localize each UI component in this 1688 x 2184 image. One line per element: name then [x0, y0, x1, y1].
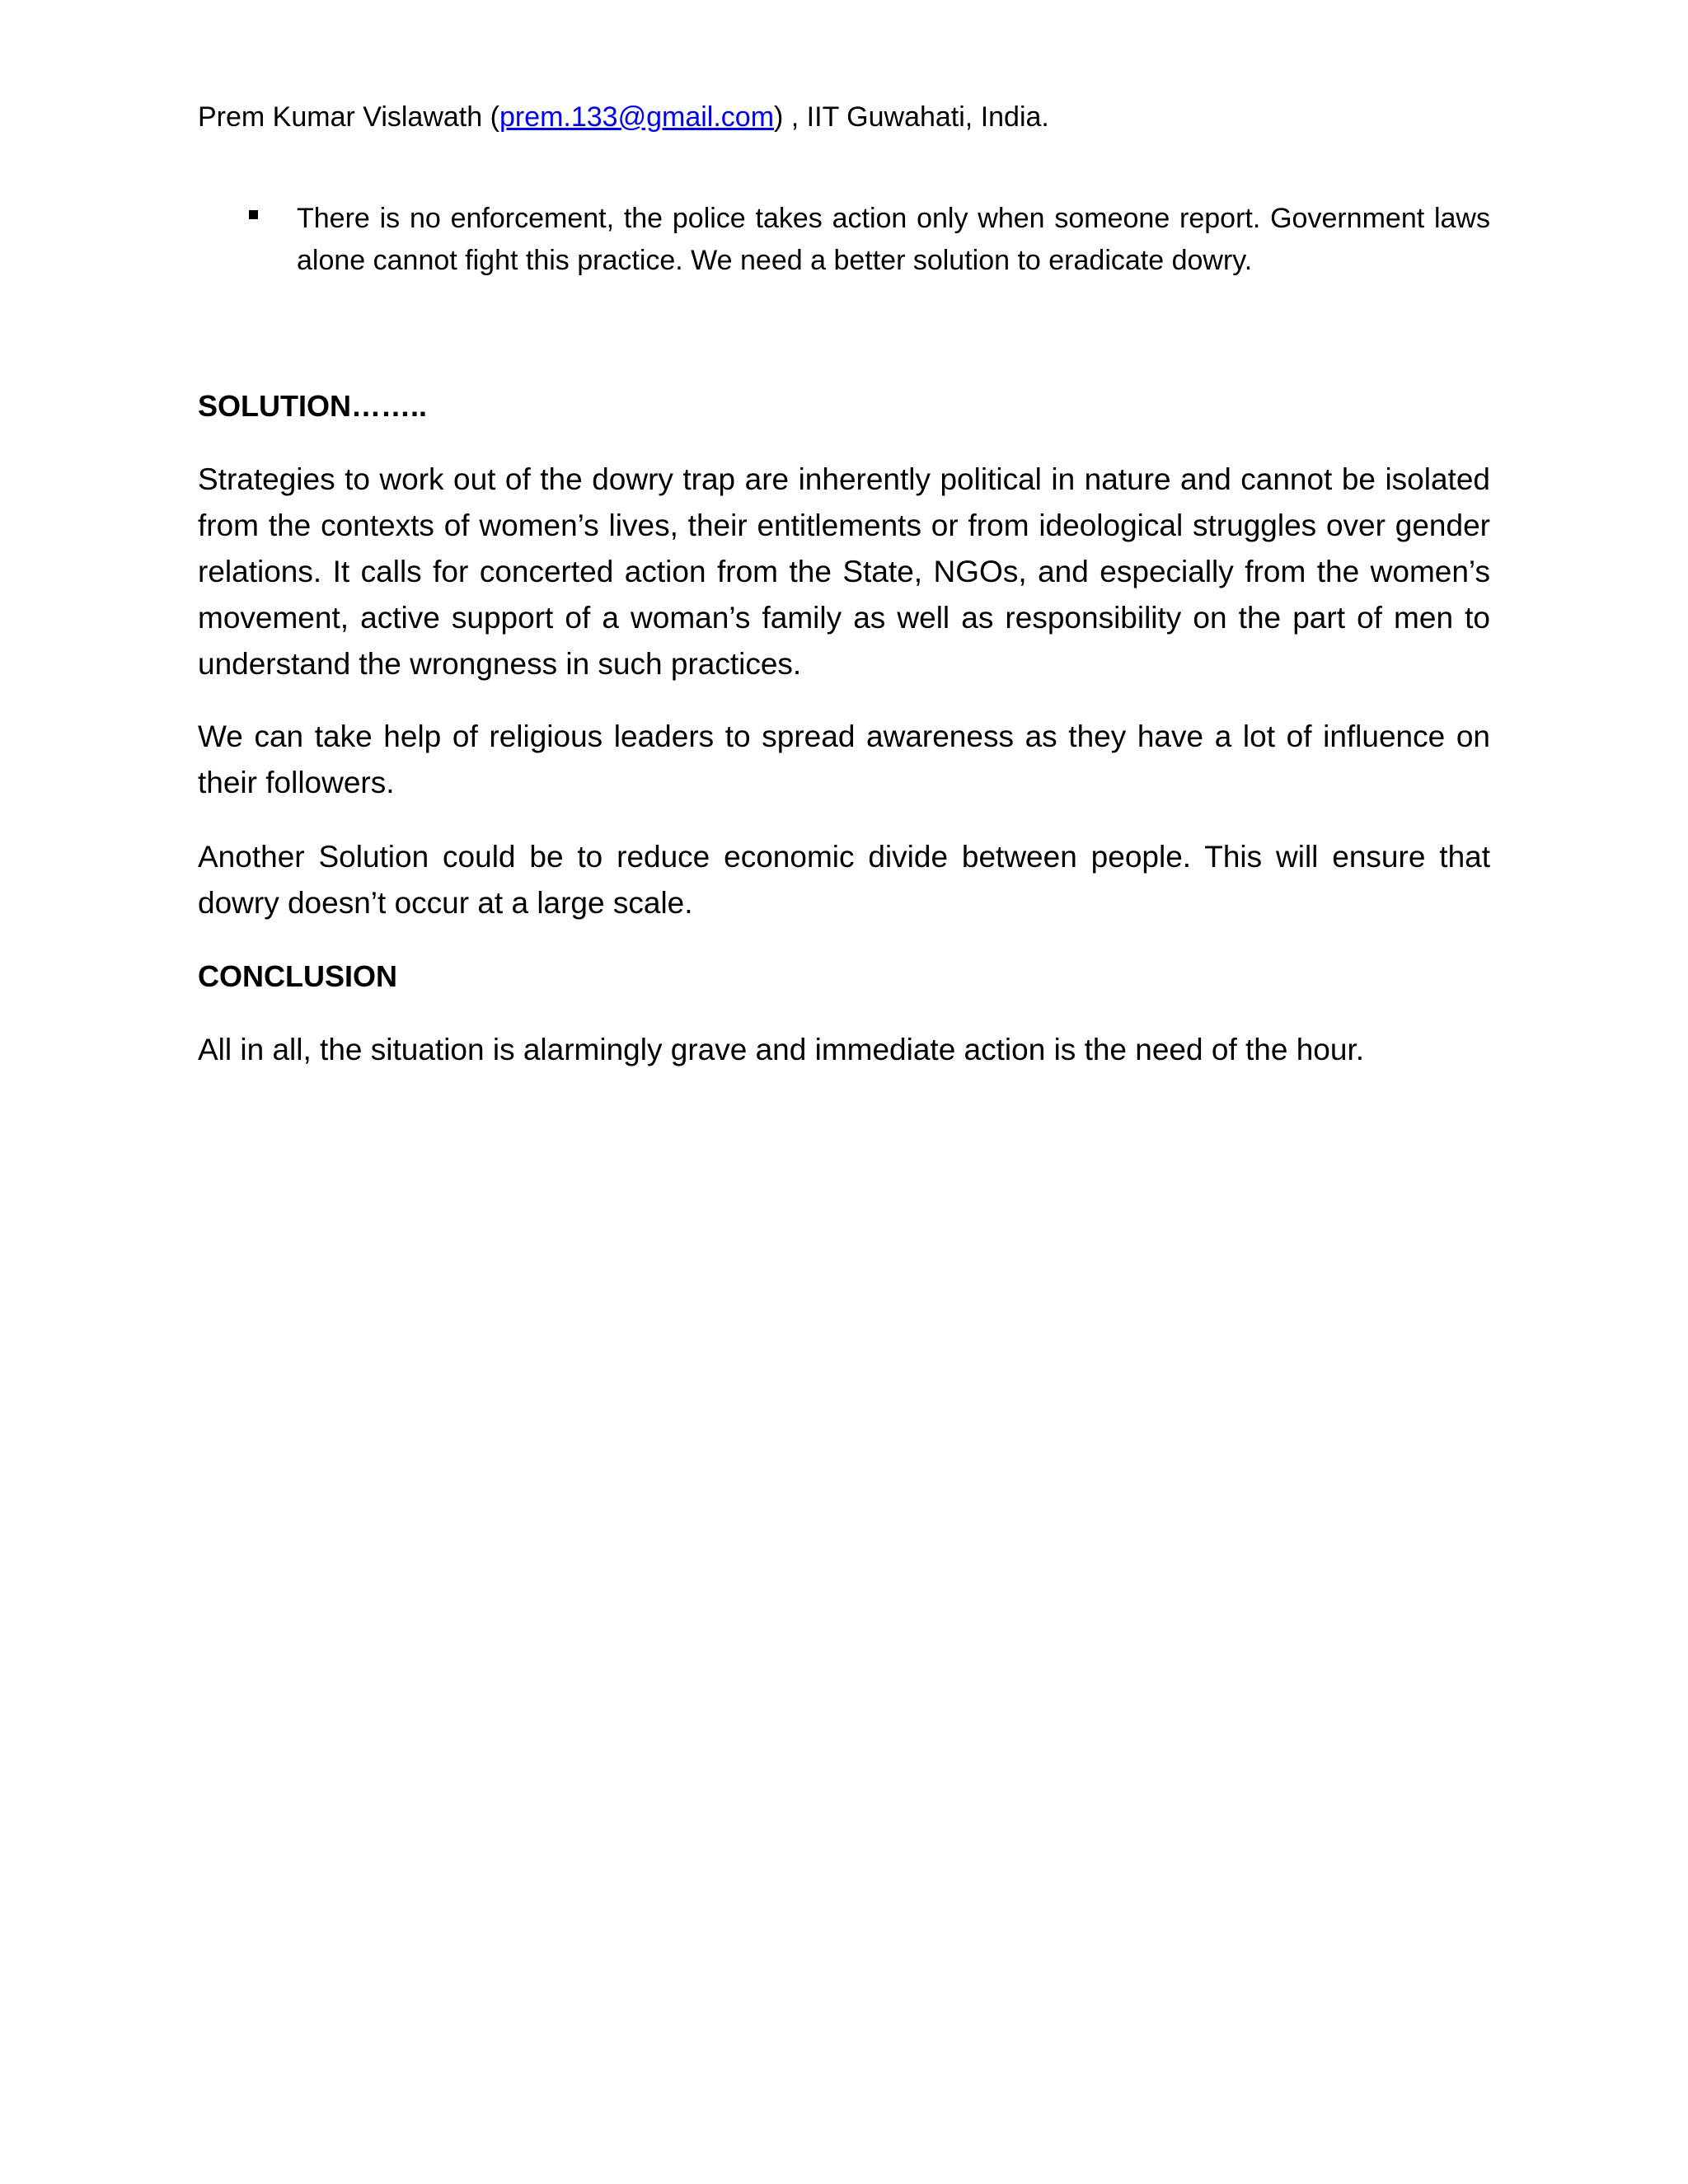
conclusion-heading: CONCLUSION: [198, 959, 397, 993]
solution-paragraph-religious-leaders: We can take help of religious leaders to spread awareness as they have a lot of influence on their followers.: [198, 719, 1490, 799]
author-name: Prem Kumar Vislawath (: [198, 101, 499, 133]
bullet-list: [198, 198, 1490, 282]
solution-heading: SOLUTION……..: [198, 389, 427, 423]
solution-paragraph-economic-divide: Another Solution could be to reduce economic divide between people. This will ensure that dowry doesn’t occur at a large scale.: [198, 840, 1490, 920]
bullet-item-text: There is no enforcement, the police takes action only when someone report. Government laws alone cannot fight this practice. We need a better solution to eradicate dowry.: [297, 203, 1490, 276]
square-bullet-icon: [249, 210, 258, 219]
author-affiliation: ) , IIT Guwahati, India.: [774, 101, 1049, 133]
solution-paragraph-strategies: Strategies to work out of the dowry trap are inherently political in nature and cannot be isolated from the contexts of women’s lives, their entitlements or from ideological struggles over gender relations. It calls for concerted action from the State, NGOs, and especially from the women’s movement, active support of a woman’s family as well as responsibility on the part of men to understand the wrongness in such practices.: [198, 462, 1490, 681]
email-link[interactable]: prem.133@gmail.com: [499, 101, 775, 133]
author-line: [198, 97, 1500, 137]
conclusion-paragraph: All in all, the situation is alarmingly grave and immediate action is the need of the hour.: [198, 1033, 1365, 1066]
